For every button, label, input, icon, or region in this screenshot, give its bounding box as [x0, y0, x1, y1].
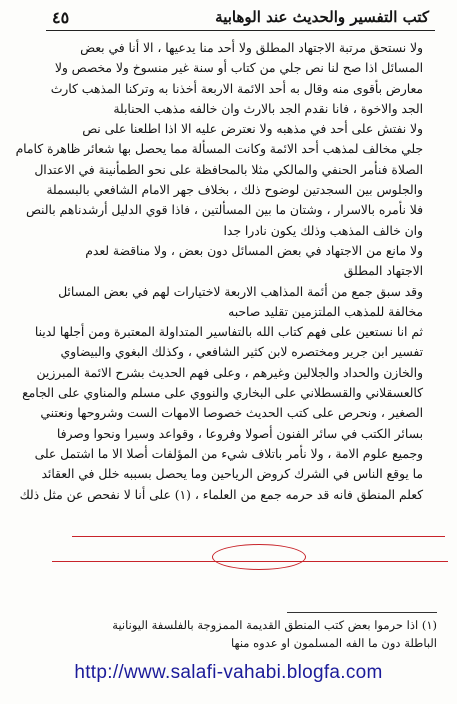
footnote-line: (١) اذا حرموا بعض كتب المنطق القديمة الممزوجة بالفلسفة اليونانية [112, 618, 437, 632]
text-line: الصغير ، ونحرص على كتب الحديث خصوصا الامهات الست وشروحها ونعتني [40, 406, 423, 421]
header-rule [46, 30, 435, 31]
text-line: كالعسقلاني والقسطلاني على البخاري والنووي على مسلم والمناوي على الجامع [22, 386, 423, 401]
red-circle-annotation [212, 544, 306, 570]
page-number: ٤٥ [52, 7, 70, 27]
text-line: جلي مخالف لمذهب أحد الائمة وكانت المسألة مما يحصل بها شعائر ظاهرة كامام [15, 142, 423, 157]
text-line: ما يوقع الناس في الشرك كروض الرياحين وما يحصل بسببه خلل في العقائد [41, 467, 423, 482]
running-title: كتب التفسير والحديث عند الوهابية [215, 8, 429, 26]
text-line: الصلاة فنأمر الحنفي والمالكي مثلا بالمحافظة على نحو الطمأنينة في الاعتدال [34, 162, 423, 177]
text-line: ولا مانع من الاجتهاد في بعض المسائل دون بعض ، ولا مناقضة لعدم [85, 243, 423, 258]
text-line: وقد سبق جمع من أئمة المذاهب الاربعة لاختيارات لهم في بعض المسائل [58, 284, 423, 299]
footnote-rule [287, 612, 437, 613]
paragraph [19, 322, 437, 505]
watermark-url: http://www.salafi-vahabi.blogfa.com [74, 662, 383, 683]
text-line: والخازن والحداد والجلالين وغيرهم ، وعلى فهم الحديث بشرح الائمة المبرزين [36, 365, 423, 380]
text-line: كعلم المنطق فانه قد حرمه جمع من العلماء ، (١) على أنا لا نفحص عن مثل ذلك [19, 487, 423, 502]
text-line: وجميع علوم الامة ، ولا نأمر باتلاف شيء من المؤلفات أصلا الا ما اشتمل على [34, 446, 423, 461]
paragraph [46, 38, 437, 119]
text-line: ولا نفتش على أحد في مذهبه ولا نعترض عليه الا اذا اطلعنا على نص [82, 122, 423, 137]
text-line: مخالفة للمذهب الملتزمين تقليد صاحبه [228, 304, 423, 319]
text-line: الاجتهاد المطلق [343, 264, 423, 279]
text-line: وان خالف المذهب وذلك يكون نادرا جدا [223, 223, 423, 238]
main-text [15, 38, 437, 505]
text-line: والجلوس بين السجدتين لوضوح ذلك ، بخلاف جهر الامام الشافعي بالبسملة [46, 183, 423, 198]
footnote-line: الباطلة دون ما الفه المسلمون او عدوه منها [231, 636, 437, 650]
text-line: الجد والاخوة ، فانا نقدم الجد بالارث وان خالفه مذهب الحنابلة [113, 101, 423, 116]
paragraph [46, 241, 437, 282]
text-line: المسائل اذا صح لنا نص جلي من كتاب أو سنة غير منسوخ ولا مخصص ولا [54, 61, 423, 76]
text-line: تفسير ابن جرير ومختصره لابن كثير الشافعي ، وكذلك البغوي والبيضاوي [60, 345, 423, 360]
red-underline [72, 536, 445, 537]
page-header [52, 6, 429, 28]
text-line: فلا نأمره بالاسرار ، وشتان ما بين المسألتين ، فاذا قوي الدليل أرشدناهم بالنص [25, 203, 423, 218]
footnote [46, 616, 437, 652]
paragraph [15, 119, 437, 241]
text-line: ثم انا نستعين على فهم كتاب الله بالتفاسير المتداولة المعتبرة ومن أجلها لدينا [34, 325, 423, 340]
text-line: ولا نستحق مرتبة الاجتهاد المطلق ولا أحد منا يدعيها ، الا أنا في بعض [80, 41, 423, 55]
text-line: معارض بأقوى منه وقال به أحد الائمة الاربعة أخذنا به وتركنا المذهب كارث [50, 81, 423, 96]
text-line: بسائر الكتب في سائر الفنون أصولا وفروعا ، وقواعد وسيرا ونحوا وصرفا [56, 426, 423, 441]
paragraph [46, 282, 437, 323]
